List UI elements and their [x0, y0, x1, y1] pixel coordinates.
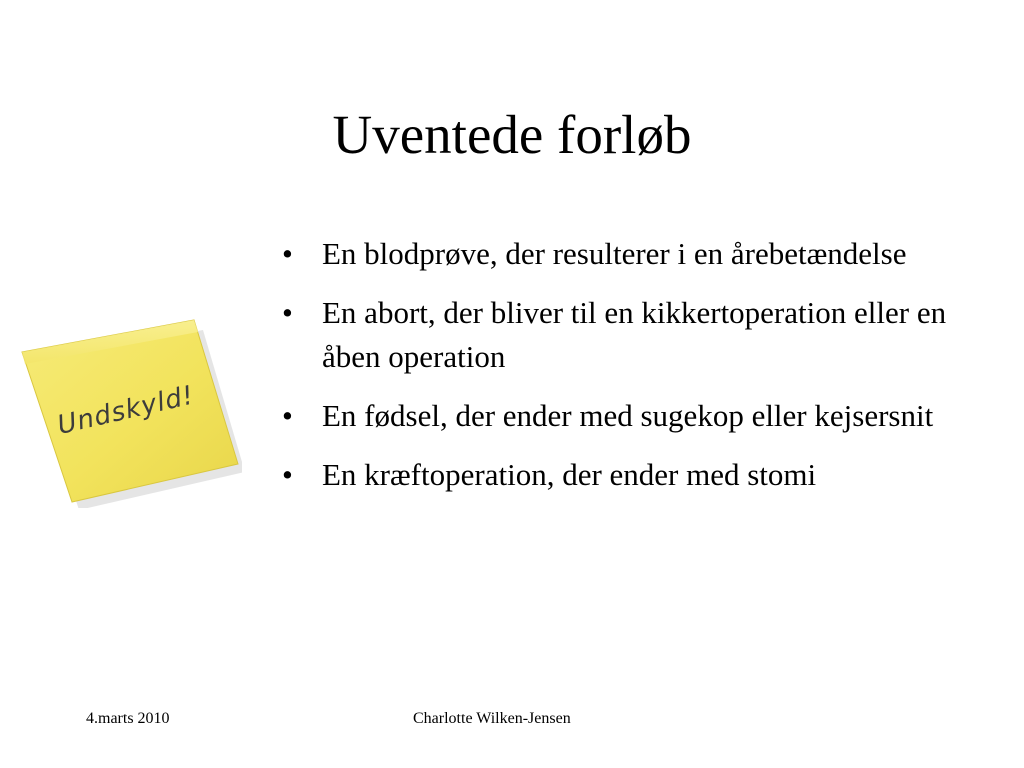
bullet-symbol: • — [282, 295, 293, 330]
bullet-item — [282, 394, 1012, 438]
footer-author: Charlotte Wilken-Jensen — [413, 710, 571, 727]
bullet-item — [282, 291, 1012, 379]
bullet-list — [282, 232, 1012, 512]
bullet-text: En fødsel, der ender med sugekop eller kejsersnit — [322, 398, 934, 433]
sticky-note-image — [20, 318, 242, 508]
bullet-symbol: • — [282, 236, 293, 271]
bullet-item — [282, 453, 1012, 497]
bullet-symbol: • — [282, 398, 293, 433]
bullet-symbol: • — [282, 457, 293, 492]
bullet-text: En kræftoperation, der ender med stomi — [322, 457, 817, 492]
sticky-note-label: Undskyld! — [54, 380, 198, 441]
bullet-text: En abort, der bliver til en kikkertoperation eller en åben operation — [322, 295, 947, 374]
bullet-item — [282, 232, 1012, 276]
bullet-text: En blodprøve, der resulterer i en årebetændelse — [322, 236, 907, 271]
slide-title: Uventede forløb — [332, 104, 692, 165]
footer-date: 4.marts 2010 — [86, 710, 170, 727]
